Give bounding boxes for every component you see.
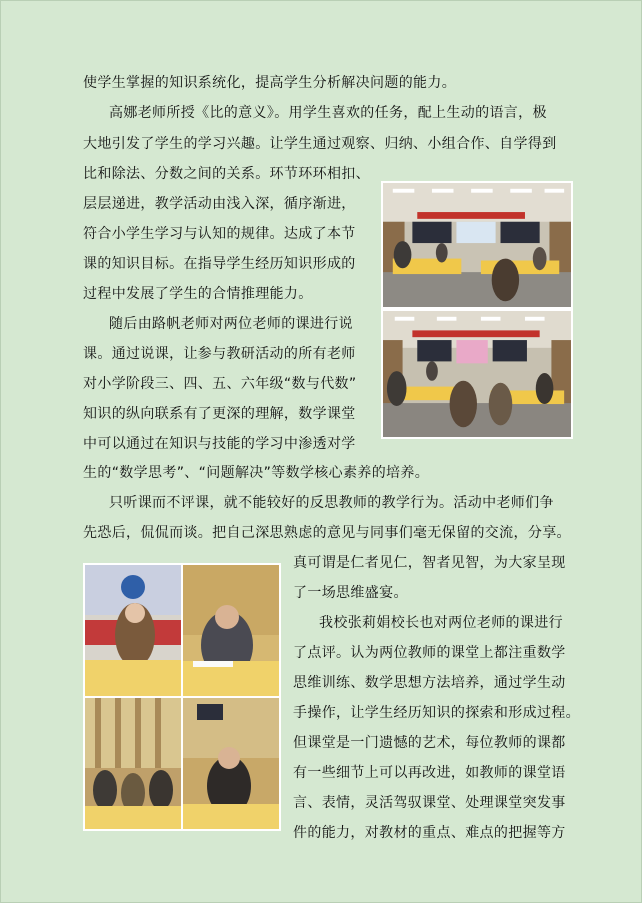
text-line: 课的知识目标。在指导学生经历知识形成的 xyxy=(83,256,356,272)
text-line: 层层递进，教学活动由浅入深，循序渐进， xyxy=(83,196,356,212)
text-line: 了一场思维盛宴。 xyxy=(293,585,408,601)
text-line: 过程中发展了学生的合情推理能力。 xyxy=(83,286,313,302)
classroom-photo-2 xyxy=(381,309,573,439)
text-line: 言、表情，灵活驾驭课堂、处理课堂突发事 xyxy=(293,795,566,811)
text-line: 只听课而不评课，就不能较好的反思教师的教学行为。活动中老师们争 xyxy=(109,495,554,511)
text-line: 随后由路帆老师对两位老师的课进行说 xyxy=(109,316,353,332)
text-line: 但课堂是一门遗憾的艺术，每位教师的课都 xyxy=(293,735,566,751)
meeting-photo-4 xyxy=(183,698,279,829)
text-line: 比和除法、分数之间的关系。环节环环相扣、 xyxy=(83,166,370,182)
text-line: 课。通过说课，让参与教研活动的所有老师 xyxy=(83,346,356,362)
text-line: 大地引发了学生的学习兴趣。让学生通过观察、归纳、小组合作、自学得到 xyxy=(83,136,557,152)
text-line: 思维训练、数学思想方法培养，通过学生动 xyxy=(293,675,566,691)
text-line: 符合小学生学习与认知的规律。达成了本节 xyxy=(83,226,356,242)
text-line: 高娜老师所授《比的意义》。用学生喜欢的任务，配上生动的语言，极 xyxy=(109,105,547,121)
text-line: 件的能力，对教材的重点、难点的把握等方 xyxy=(293,825,566,841)
meeting-photo-3 xyxy=(85,698,181,829)
text-line: 有一些细节上可以再改进，如教师的课堂语 xyxy=(293,765,566,781)
text-line: 我校张莉娟校长也对两位老师的课进行 xyxy=(319,615,563,631)
meeting-photo-2 xyxy=(183,565,279,696)
text-line: 使学生掌握的知识系统化，提高学生分析解决问题的能力。 xyxy=(83,75,457,91)
text-line: 中可以通过在知识与技能的学习中渗透对学 xyxy=(83,436,356,452)
meeting-photo-1 xyxy=(85,565,181,696)
classroom-photo-1 xyxy=(381,181,573,309)
text-line: 生的“数学思考”、“问题解决”等数学核心素养的培养。 xyxy=(83,465,430,481)
text-line: 手操作，让学生经历知识的探索和形成过程。 xyxy=(293,705,580,721)
meeting-photo-collage xyxy=(83,563,281,831)
text-line: 对小学阶段三、四、五、六年级“数与代数” xyxy=(83,376,357,392)
text-line: 先恐后，侃侃而谈。把自己深思熟虑的意见与同事们毫无保留的交流，分享。 xyxy=(83,525,571,541)
text-line: 真可谓是仁者见仁，智者见智，为大家呈现 xyxy=(293,555,566,571)
text-line: 了点评。认为两位教师的课堂上都注重数学 xyxy=(293,645,566,661)
text-line: 知识的纵向联系有了更深的理解，数学课堂 xyxy=(83,406,356,422)
